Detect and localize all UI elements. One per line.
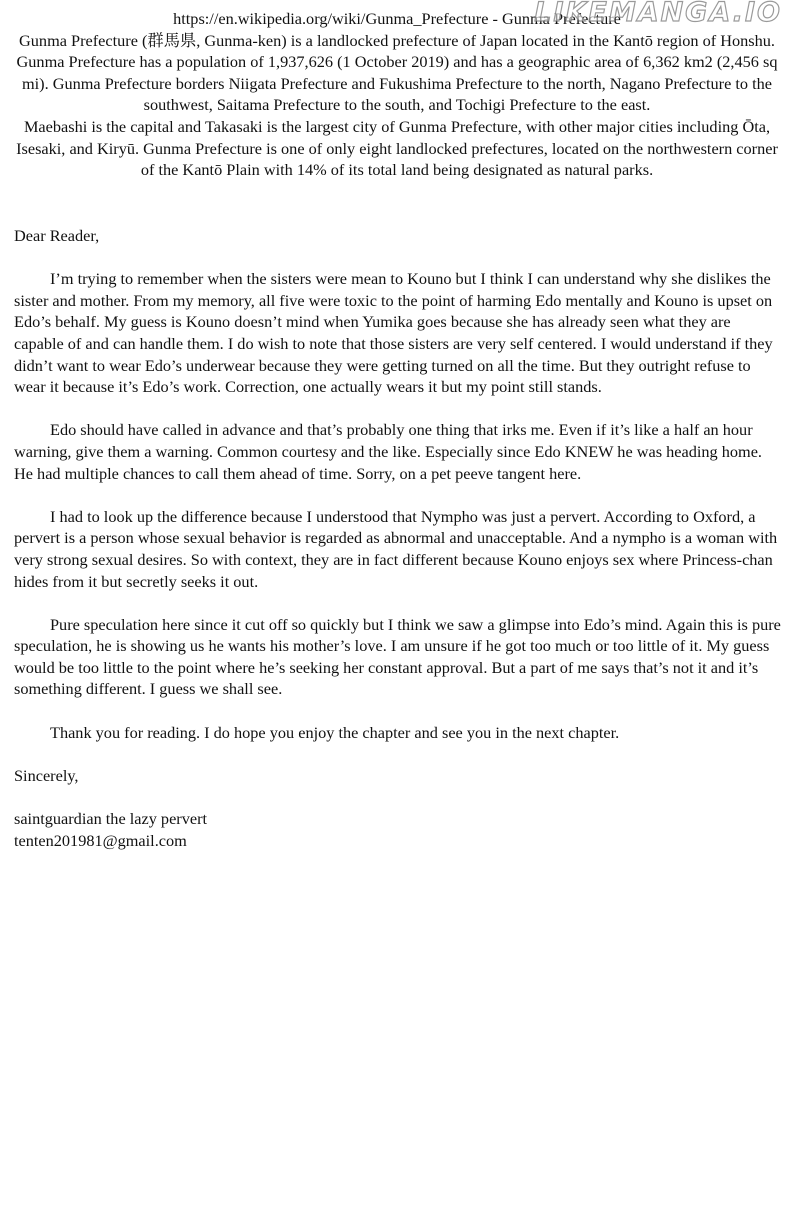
letter-paragraph: I had to look up the difference because I understood that Nympho was just a pervert. According to Oxford, a pervert is a person whose sexual behavior is regarded as abnormal and unacceptable. And a nympho is a woman with very strong sexual desires. So with context, they are in fact different because Kouno enjoys sex where Princess-chan hides from it but secretly seeks it out. bbox=[14, 506, 778, 591]
letter-paragraph: Pure speculation here since it cut off so quickly but I think we saw a glimpse into Edo’s mind. Again this is pure speculation, he is showing us he wants his mother’s love. I am unsure if he got too much or too little of it. My guess would be too little to the point where he’s seeking her constant approval. But a part of me says that’s not it and it’s something different. I guess we shall see. bbox=[14, 614, 781, 699]
salutation: Dear Reader, bbox=[14, 226, 100, 245]
source-line: https://en.wikipedia.org/wiki/Gunma_Prefecture - Gunma Prefecture bbox=[173, 9, 621, 28]
excerpt-paragraph-2: Maebashi is the capital and Takasaki is the largest city of Gunma Prefecture, with other major cities including Ōta, Isesaki, and Kiryū. Gunma Prefecture is one of only eight landlocked prefectures, located on the northwestern corner of the Kantō Plain with 14% of its total land being designated as natural parks. bbox=[16, 116, 778, 180]
closing: Sincerely, bbox=[14, 765, 79, 785]
letter-body bbox=[14, 225, 782, 851]
excerpt-paragraph-1: Gunma Prefecture (群馬県, Gunma-ken) is a landlocked prefecture of Japan located in the Kantō region of Honshu. Gunma Prefecture has a population of 1,937,626 (1 October 2019) and has a geographic area of 6,362 km2 (2,456 sq mi). Gunma Prefecture borders Niigata Prefecture and Fukushima Prefecture to the north, Nagano Prefecture to the southwest, Saitama Prefecture to the south, and Tochigi Prefecture to the east. bbox=[16, 30, 778, 115]
signature-email: tenten201981@gmail.com bbox=[14, 830, 187, 850]
letter-paragraph: I’m trying to remember when the sisters were mean to Kouno but I think I can understand why she dislikes the sister and mother. From my memory, all five were toxic to the point of harming Edo mentally and Kouno is upset on Edo’s behalf. My guess is Kouno doesn’t mind when Yumika goes because she has already seen what they are capable of and can handle them. I do wish to note that those sisters are very self centered. I would understand if they didn’t want to wear Edo’s underwear because they were getting turned on all the time. But they outright refuse to wear it because it’s Edo’s work. Correction, one actually wears it but my point still stands. bbox=[14, 269, 773, 397]
signature-name: saintguardian the lazy pervert bbox=[14, 809, 208, 829]
wikipedia-excerpt bbox=[14, 8, 780, 181]
site-watermark: LIKEMANGA.IO bbox=[534, 0, 782, 28]
letter-paragraph: Thank you for reading. I do hope you enjoy the chapter and see you in the next chapter. bbox=[50, 722, 620, 742]
letter-paragraph: Edo should have called in advance and that’s probably one thing that irks me. Even if it’s like a half an hour warning, give them a warning. Common courtesy and the like. Especially since Edo KNEW he was heading home. He had multiple chances to call them ahead of time. Sorry, on a pet peeve tangent here. bbox=[14, 420, 762, 483]
